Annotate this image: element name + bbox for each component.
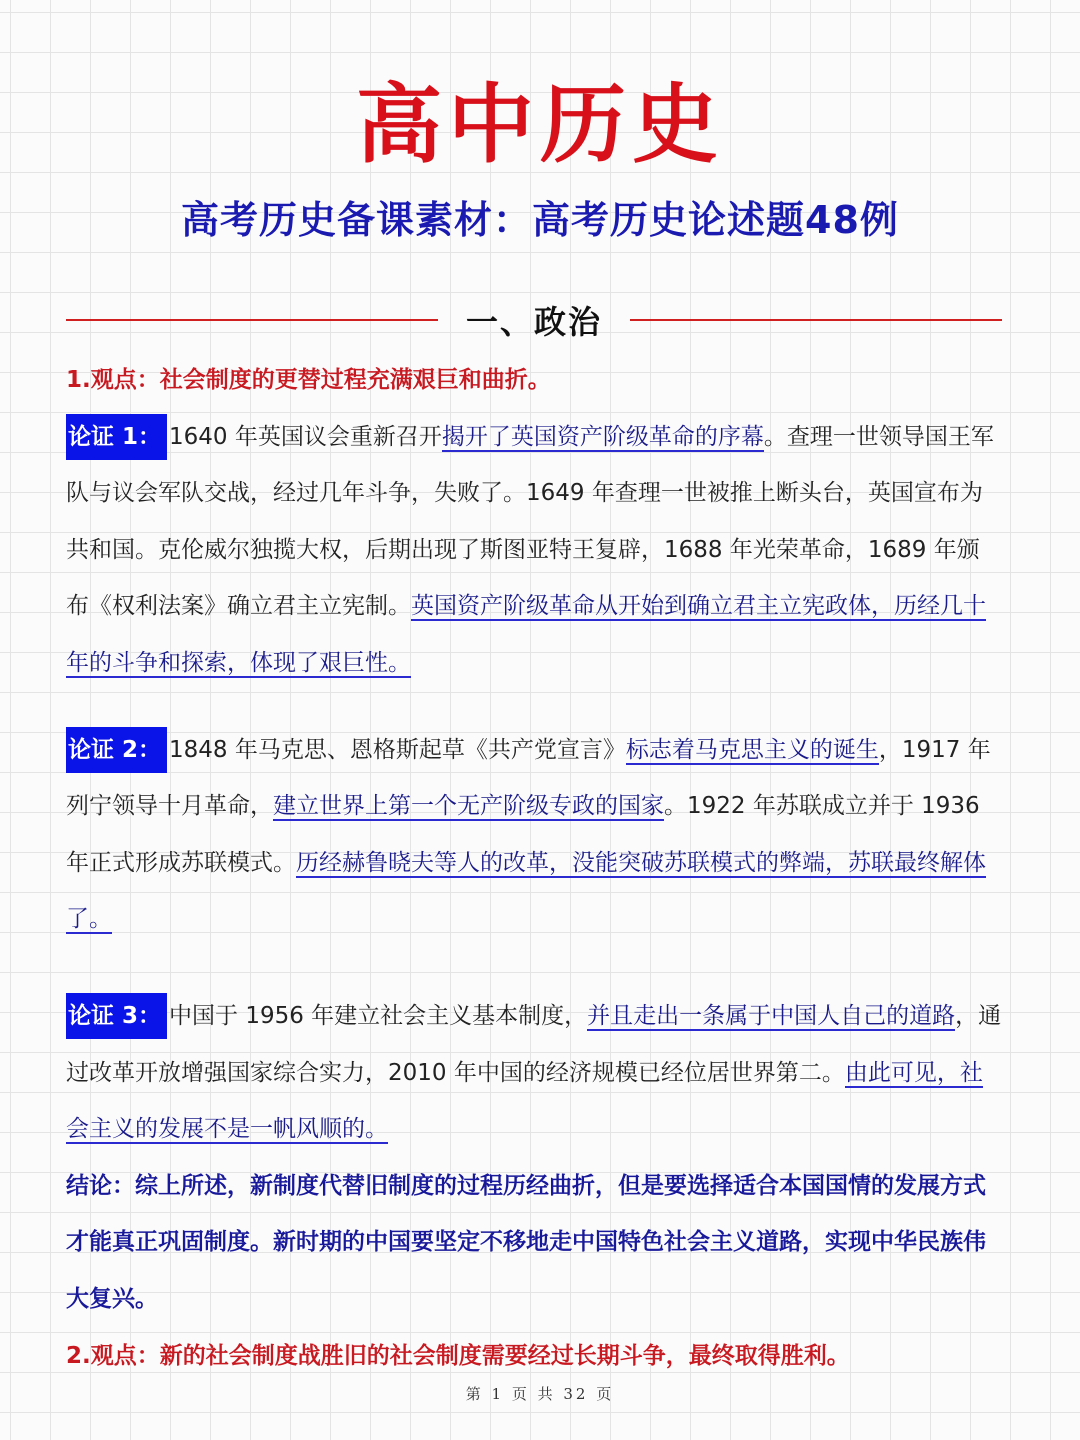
argument-3-underline-a: 并且走出一条属于中国人自己的道路 (587, 1002, 956, 1029)
argument-1-label: 论证 1： (66, 414, 167, 460)
spacer (66, 692, 1002, 722)
argument-3-label: 论证 3： (66, 993, 167, 1039)
argument-3-underline-b: 由此可见，社会主义的发展不是一帆风顺的。 (66, 1059, 983, 1143)
argument-1-underline-a: 揭开了英国资产阶级革命的序幕 (441, 423, 764, 450)
argument-2-text-c: 。1922 年苏联成立并于 1936 年正式形成苏联模式。 (66, 793, 980, 876)
section-header (66, 292, 1002, 348)
argument-3-text-a: 中国于 1956 年建立社会主义基本制度， (169, 1002, 588, 1029)
viewpoint-1: 1.观点：社会制度的更替过程充满艰巨和曲折。 (66, 367, 551, 393)
argument-3-text-b: ，通过改革开放增强国家综合实力，2010 年中国的经济规模已经位居世界第二。 (66, 1002, 1002, 1086)
viewpoint-2: 2.观点：新的社会制度战胜旧的社会制度需要经过长期斗争，最终取得胜利。 (66, 1342, 850, 1369)
argument-1-underline-b: 英国资产阶级革命从开始到确立君主立宪政体，历经几十年的斗争和探索，体现了艰巨性。 (66, 593, 986, 676)
page-title: 高中历史 (356, 75, 724, 175)
section-divider-right (630, 319, 1002, 321)
section-title: 一、政治 (466, 303, 603, 341)
spacer (66, 948, 1002, 988)
argument-1-text-a: 1640 年英国议会重新召开 (169, 423, 442, 450)
argument-3 (66, 988, 1002, 1158)
argument-2 (66, 722, 1002, 948)
argument-2-label: 论证 2： (66, 727, 167, 773)
page-footer: 第 1 页 共 32 页 (465, 1385, 615, 1403)
section-divider-left (66, 319, 438, 321)
conclusion: 结论：综上所述，新制度代替旧制度的过程历经曲折，但是要选择适合本国国情的发展方式才能真正巩固制度。新时期的中国要坚定不移地走中国特色社会主义道路，实现中华民族伟大复兴。 (66, 1172, 986, 1312)
page-subtitle: 高考历史备课素材：高考历史论述题48例 (181, 198, 899, 242)
argument-2-underline-a: 标志着马克思主义的诞生 (625, 736, 879, 763)
argument-1-text-b: 。查理一世领导国王军队与议会军队交战，经过几年斗争，失败了。1649 年查理一世被推上断头台，英国宣布为共和国。克伦威尔独揽大权，后期出现了斯图亚特王复辟，1688 年光荣革命，1689 年颁布《权利法案》确立君主立宪制。 (66, 423, 994, 620)
argument-2-text-a: 1848 年马克思、恩格斯起草《共产党宣言》 (169, 736, 626, 763)
argument-2-underline-c: 历经赫鲁晓夫等人的改革，没能突破苏联模式的弊端，苏联最终解体了。 (66, 849, 986, 933)
argument-1 (66, 409, 1002, 692)
argument-2-text-b: ，1917 年列宁领导十月革命， (66, 736, 991, 820)
argument-2-underline-b: 建立世界上第一个无产阶级专政的国家 (273, 793, 664, 820)
content-body (66, 352, 1002, 1384)
